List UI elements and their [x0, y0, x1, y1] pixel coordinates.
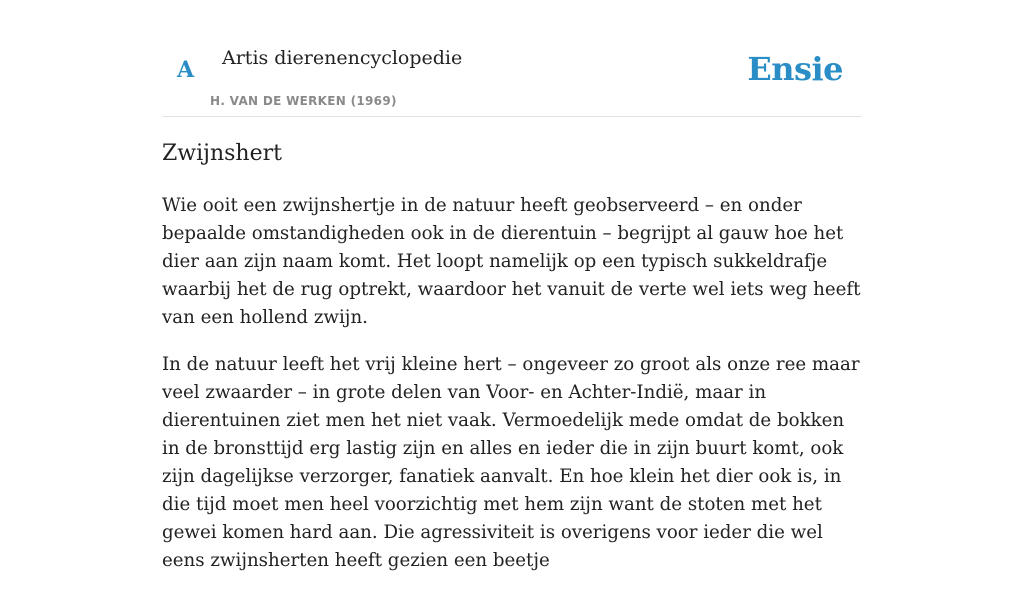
article-body	[162, 192, 862, 594]
book-author: H. VAN DE WERKEN (1969)	[210, 94, 397, 108]
index-letter-link[interactable]: A	[177, 57, 195, 83]
ensie-logo[interactable]: Ensie	[747, 50, 843, 88]
page-header	[162, 0, 862, 117]
entry-title: Zwijnshert	[162, 141, 282, 166]
paragraph: In de natuur leeft het vrij kleine hert – ongeveer zo groot als onze ree maar veel zwaarder – in grote delen van Voor- en Achter-Indië, maar in dierentuinen ziet men het niet vaak. Vermoedelijk mede omdat de bokken in de bronsttijd erg lastig zijn en alles en ieder die in zijn buurt komt, ook zijn dagelijkse verzorger, fanatiek aanvalt. En hoe klein het dier ook is, in die tijd moet men heel voorzichtig met hem zijn want de stoten met het gewei komen hard aan. Die agressiviteit is overigens voor ieder die wel eens zwijnsherten heeft gezien een beetje	[162, 354, 860, 571]
paragraph: Wie ooit een zwijnshertje in de natuur heeft geobserveerd – en onder bepaalde omstandigheden ook in de dierentuin – begrijpt al gauw hoe het dier aan zijn naam komt. Het loopt namelijk op een typisch sukkeldrafje waarbij het de rug optrekt, waardoor het vanuit de verte wel iets weg heeft van een hollend zwijn.	[162, 195, 861, 328]
page	[162, 0, 862, 571]
book-title[interactable]: Artis dierenencyclopedie	[222, 47, 463, 69]
